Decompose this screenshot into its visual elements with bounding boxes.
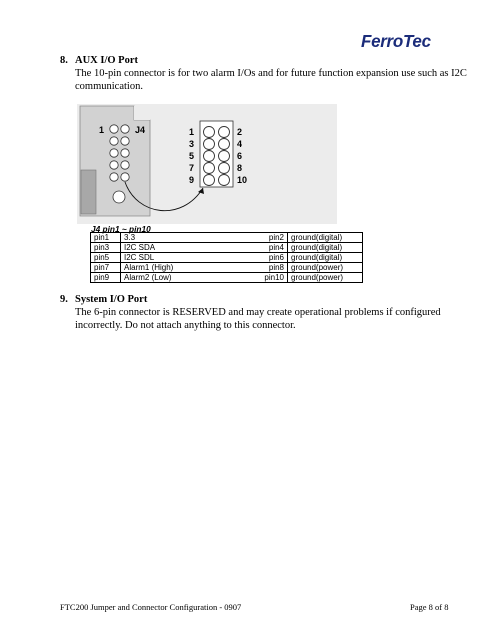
footer-document-title: FTC200 Jumper and Connector Configuration - 0907 <box>60 602 242 612</box>
section-8-body <box>75 68 475 93</box>
section-9-body <box>75 307 465 332</box>
section-9-heading <box>60 294 147 305</box>
section-8-title: AUX I/O Port <box>75 55 138 66</box>
table-cell: I2C SDA <box>121 243 202 253</box>
table-row <box>91 233 363 243</box>
footer-page-number: Page 8 of 8 <box>410 602 449 612</box>
table-cell: ground(power) <box>288 263 363 273</box>
table-cell: pin3 <box>91 243 121 253</box>
mounting-hole <box>113 191 125 203</box>
header-right-number-2: 2 <box>237 127 243 137</box>
header-left-number-5: 5 <box>189 151 195 161</box>
table-row <box>91 273 363 283</box>
pin-table <box>90 232 363 283</box>
section-9-title: System I/O Port <box>75 294 148 305</box>
connector-figure <box>77 104 337 224</box>
header-right-number-4: 4 <box>237 139 243 149</box>
header-right-number-10: 10 <box>237 175 248 185</box>
table-cell: pin4 <box>201 243 288 253</box>
table-cell: pin5 <box>91 253 121 263</box>
header-left-number-9: 9 <box>189 175 195 185</box>
section-9-body-line1: The 6-pin connector is RESERVED and may create operational problems if configured <box>75 307 441 318</box>
section-9-number: 9. <box>60 294 68 305</box>
header-left-number-7: 7 <box>189 163 195 173</box>
table-cell: pin9 <box>91 273 121 283</box>
table-cell: ground(digital) <box>288 233 363 243</box>
header-right-number-6: 6 <box>237 151 243 161</box>
table-cell: Alarm2 (Low) <box>121 273 202 283</box>
table-row <box>91 253 363 263</box>
connector-diagram <box>77 104 337 224</box>
header-right-number-8: 8 <box>237 163 243 173</box>
table-cell: ground(digital) <box>288 253 363 263</box>
pin-table-caption: J4 pin1 ~ pin10 <box>91 224 151 234</box>
table-cell: pin10 <box>201 273 288 283</box>
board-pin1-label: 1 <box>99 125 105 135</box>
table-cell: pin1 <box>91 233 121 243</box>
table-cell: ground(power) <box>288 273 363 283</box>
section-8-body-line1: The 10-pin connector is for two alarm I/Os and for future function expansion use such as I2C <box>75 68 467 79</box>
table-cell: I2C SDL <box>121 253 202 263</box>
table-cell: pin7 <box>91 263 121 273</box>
header-left-number-3: 3 <box>189 139 195 149</box>
board-connector-block <box>81 170 96 214</box>
section-8-heading <box>60 55 138 66</box>
table-cell: Alarm1 (High) <box>121 263 202 273</box>
board-j4-label: J4 <box>135 125 146 135</box>
table-cell: ground(digital) <box>288 243 363 253</box>
table-row <box>91 263 363 273</box>
section-8-number: 8. <box>60 55 68 66</box>
logo-text: FerroTec <box>361 31 431 52</box>
ferrotec-logo <box>361 32 461 54</box>
section-9-body-line2: incorrectly. Do not attach anything to this connector. <box>75 319 296 331</box>
table-cell: pin6 <box>201 253 288 263</box>
header-left-number-1: 1 <box>189 127 195 137</box>
section-8-body-line2: communication. <box>75 80 143 92</box>
table-row <box>91 243 363 253</box>
table-cell: pin2 <box>201 233 288 243</box>
table-cell: pin8 <box>201 263 288 273</box>
table-cell: 3.3 <box>121 233 202 243</box>
